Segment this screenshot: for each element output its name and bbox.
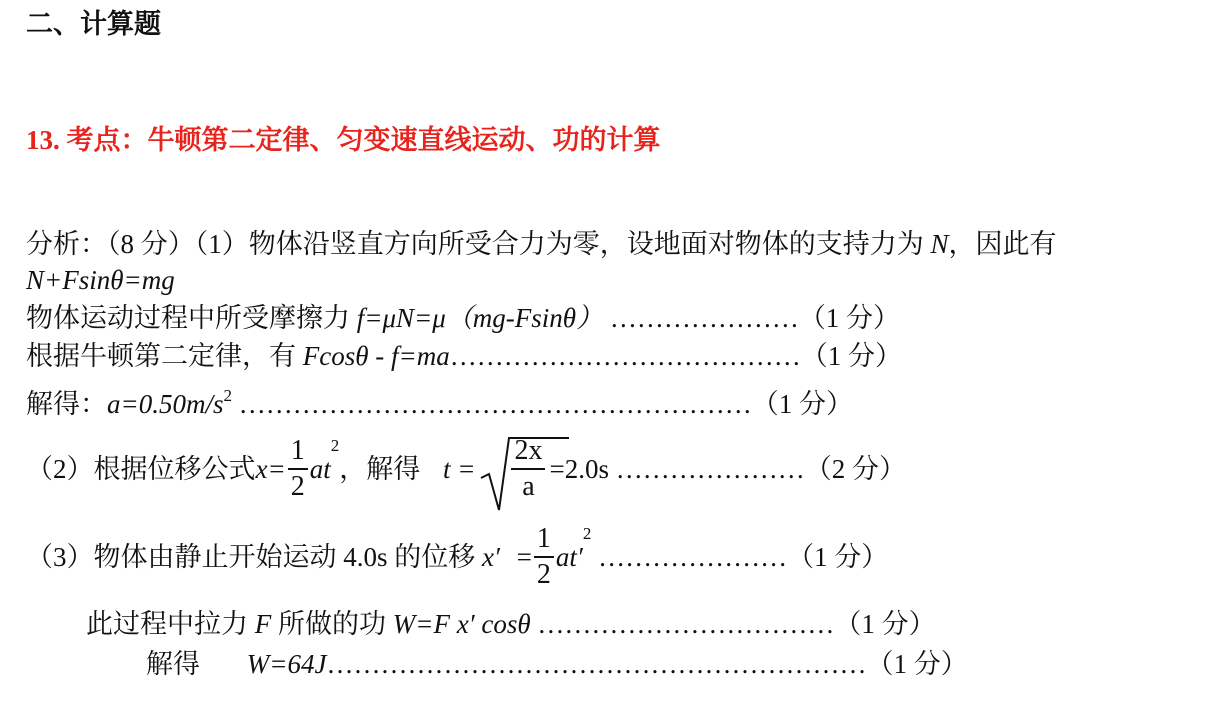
friction-dots: ………………… [609, 303, 799, 333]
part3-frac-num: 1 [534, 522, 554, 558]
newton-line [26, 338, 902, 374]
work-text2: 所做的功 [278, 609, 386, 639]
analysis-intro [26, 226, 1057, 262]
part3-text: （3）物体由静止开始运动 4.0s 的位移 [26, 541, 476, 572]
part3-fraction [534, 522, 554, 592]
part2-frac-den: 2 [290, 470, 305, 502]
newton-dots: ………………………………… [449, 341, 801, 371]
solve-a-dots: ………………………………………………… [238, 389, 752, 419]
part3-at-exp: 2 [582, 524, 592, 543]
newton-text: 根据牛顿第二定律，有 [26, 341, 296, 371]
analysis-intro-text: 分析：（8 分）（1）物体沿竖直方向所受合力为零，设地面对物体的支持力为 [26, 229, 924, 259]
part2-x: x= [255, 453, 286, 484]
part3-line [26, 516, 888, 592]
solve-a-score: （1 分） [751, 389, 853, 419]
result-line [146, 646, 968, 682]
friction-line [26, 300, 900, 336]
solve-a-equation: a=0.50m/s [107, 389, 224, 419]
part2-at: at [309, 453, 331, 484]
friction-score: （1 分） [798, 303, 901, 333]
work-dots: …………………………… [537, 609, 835, 639]
part2-result: =2.0s [549, 453, 609, 484]
part3-score: （1 分） [787, 541, 889, 572]
solve-a-line [26, 378, 853, 422]
section-title: 二、计算题 [26, 9, 161, 40]
part2-frac-num: 1 [288, 434, 308, 470]
analysis-intro-var: N [930, 229, 949, 259]
result-text: 解得 [146, 649, 200, 679]
newton-score: （1 分） [800, 341, 902, 371]
work-score: （1 分） [834, 609, 936, 639]
work-line [86, 606, 936, 642]
work-text: 此过程中拉力 [86, 609, 248, 639]
part2-solve: ，解得 [339, 453, 421, 484]
part2-sqrt-den: a [522, 470, 535, 502]
friction-equation: f=μN=μ（mg-Fsinθ） [356, 303, 604, 333]
part2-line [26, 428, 906, 504]
sqrt-radical-icon [479, 434, 569, 514]
work-force: F [254, 609, 272, 639]
topic-title: 13. 考点：牛顿第二定律、匀变速直线运动、功的计算 [26, 125, 661, 155]
part3-frac-den: 2 [536, 558, 551, 590]
part2-fraction [288, 434, 308, 504]
part2-score: （2 分） [804, 453, 906, 484]
part2-dots: ………………… [615, 453, 805, 484]
result-equation: W=64J [246, 649, 327, 679]
part3-x-prime: x′ [482, 541, 500, 572]
part3-at: at′ [555, 541, 583, 572]
solve-a-text: 解得： [26, 389, 107, 419]
newton-equation: Fcosθ - f=ma [302, 341, 450, 371]
solve-a-exponent: 2 [223, 386, 232, 405]
part3-dots: ………………… [598, 541, 788, 572]
equation-1 [26, 262, 175, 298]
part2-t: t = [442, 453, 476, 484]
part2-at-exp: 2 [330, 436, 340, 455]
part2-sqrt [479, 434, 549, 504]
analysis-intro-tail: ，因此有 [948, 229, 1057, 259]
part3-equals: = [516, 541, 532, 572]
part2-sqrt-num: 2x [511, 434, 545, 470]
part2-text: （2）根据位移公式 [26, 453, 256, 484]
result-dots: …………………………………………………… [326, 649, 867, 679]
friction-text: 物体运动过程中所受摩擦力 [26, 303, 350, 333]
work-equation: W=F x′ cosθ [392, 609, 531, 639]
result-score: （1 分） [866, 649, 968, 679]
equation-1-text: N+Fsinθ=mg [26, 265, 175, 295]
